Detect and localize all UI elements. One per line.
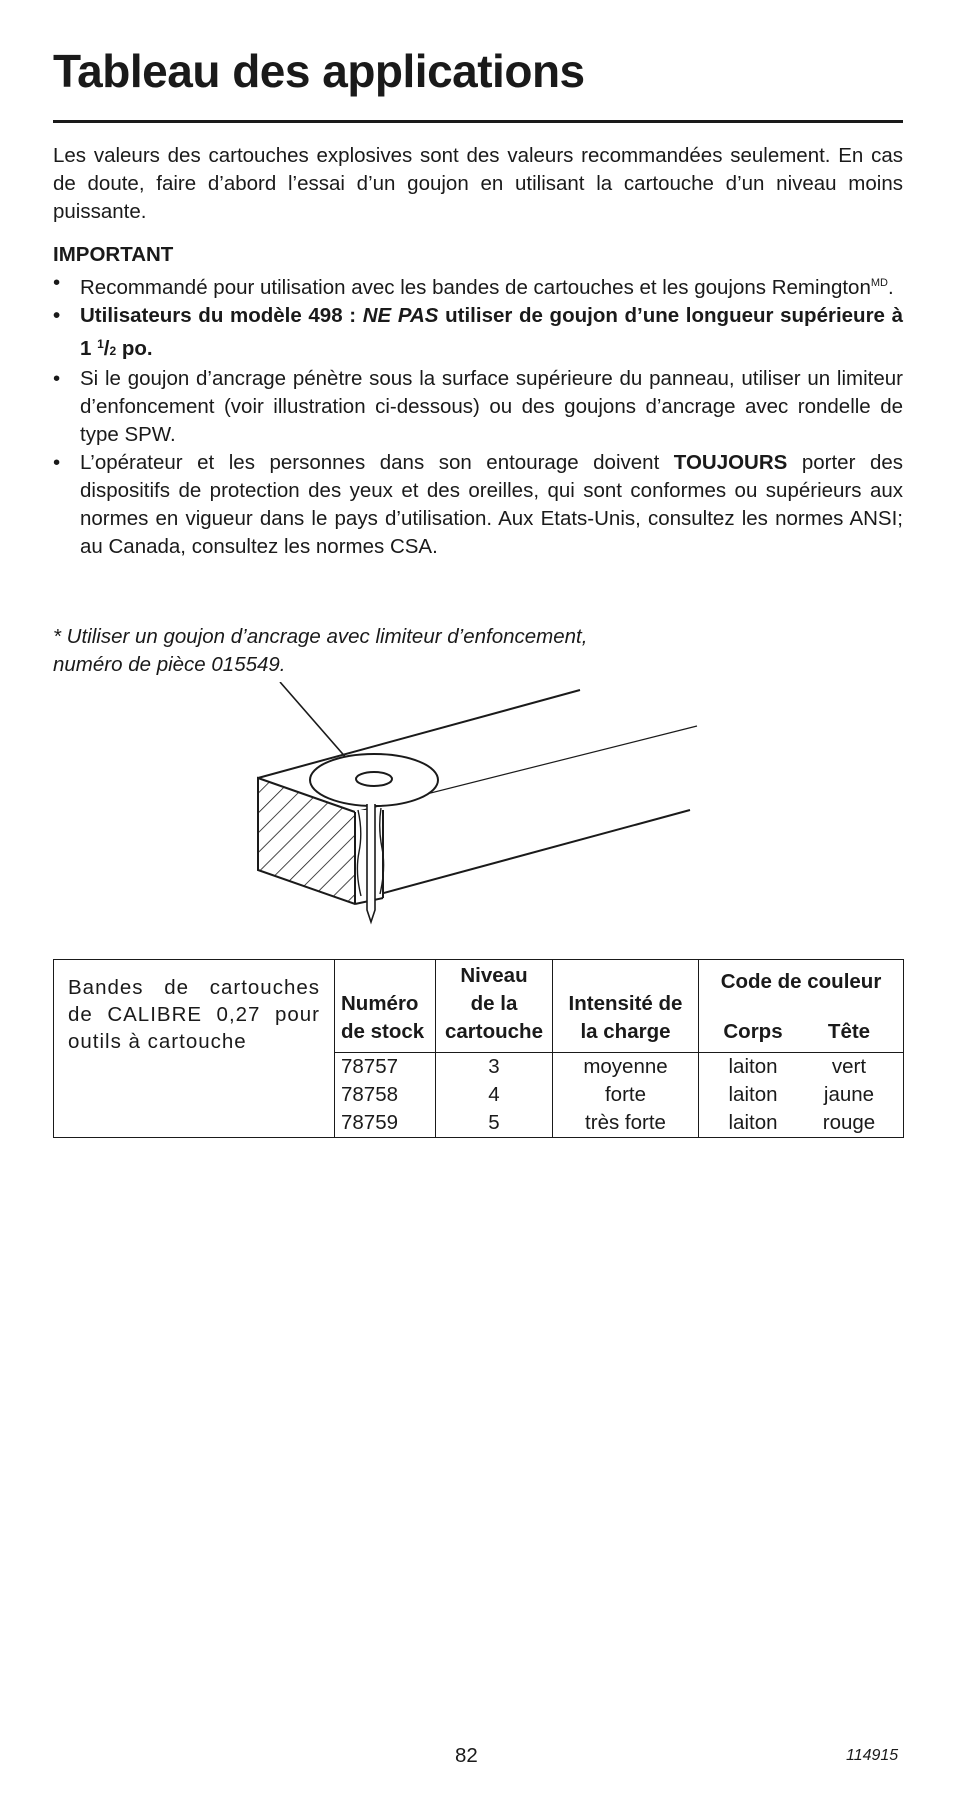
important-heading: IMPORTANT <box>53 243 174 266</box>
header-color-code: Code de couleur <box>699 960 904 1019</box>
bullet-protection-post: porter des dispositifs de protection des yeux et des oreilles, qui sont conformes ou supérieurs aux normes en vigueur dans le pays d’utilisation. Aux Etats-Unis, consultez les normes ANSI; au Canada, consultez les normes CSA. <box>80 450 903 558</box>
header-head: Tête <box>827 1020 871 1043</box>
figure-note: * Utiliser un goujon d’ancrage avec limiteur d’enfoncement, numéro de pièce 015549. <box>53 625 588 676</box>
trademark-mark: MD <box>870 277 888 289</box>
row-3-stock: 78759 <box>341 1111 399 1134</box>
row-1-stock: 78757 <box>341 1055 399 1078</box>
header-charge-l2: la charge <box>580 1020 671 1043</box>
fraction-slash: / <box>103 336 110 360</box>
fraction-numerator: 1 <box>97 336 104 351</box>
column-levels <box>436 1053 553 1138</box>
header-color-sub <box>699 1018 904 1053</box>
header-body: Corps <box>723 1020 783 1043</box>
header-stock-number <box>335 960 436 1053</box>
column-color-codes <box>699 1053 904 1138</box>
header-cartridge-level <box>436 960 553 1053</box>
row-2-level: 4 <box>488 1083 500 1106</box>
row-2-body: laiton <box>728 1083 778 1106</box>
row-3-level: 5 <box>488 1111 500 1134</box>
fraction-denominator: 2 <box>109 343 117 358</box>
bullet-model-498 <box>53 302 903 365</box>
header-charge-intensity <box>553 960 699 1053</box>
row-2-stock: 78758 <box>341 1083 399 1106</box>
bullet-remington <box>53 269 903 302</box>
intro-paragraph: Les valeurs des cartouches explosives sont des valeurs recommandées seulement. En cas de doute, faire d’abord l’essai d’un goujon en utilisant la cartouche d’un niveau moins puissante. <box>53 144 903 223</box>
board-bottom-edge <box>380 810 690 894</box>
row-1-head: vert <box>831 1055 867 1078</box>
header-level-l1: Niveau <box>460 964 528 987</box>
document-number: 114915 <box>846 1747 899 1764</box>
header-level-l3: cartouche <box>445 1020 543 1043</box>
bullet-remington-text: Recommandé pour utilisation avec les bandes de cartouches et les goujons Remington <box>80 275 871 299</box>
bullet-498-pre: Utilisateurs du modèle 498 : <box>80 303 363 327</box>
bullet-remington-end: . <box>887 275 894 299</box>
application-table <box>53 959 904 1138</box>
page-number: 82 <box>455 1744 478 1767</box>
row-2-colors <box>705 1081 897 1109</box>
column-stock-numbers <box>335 1053 436 1138</box>
column-charges <box>553 1053 699 1138</box>
row-2-head: jaune <box>823 1083 875 1106</box>
header-level-l2: de la <box>470 992 518 1015</box>
fastener-illustration <box>250 682 710 940</box>
bullet-protection <box>53 449 903 561</box>
row-1-body: laiton <box>728 1055 778 1078</box>
cartridge-description: Bandes de cartouches de CALIBRE 0,27 pour outils à cartouche <box>54 960 335 1138</box>
fastener-shank <box>367 804 375 922</box>
bullet-protection-bold: TOUJOURS <box>673 450 788 474</box>
row-3-charge: très forte <box>585 1111 666 1134</box>
bullet-protection-pre: L’opérateur et les personnes dans son entourage doivent <box>80 450 674 474</box>
header-stock-l1: Numéro <box>341 992 419 1015</box>
row-3-body: laiton <box>728 1111 778 1134</box>
important-list <box>53 269 903 561</box>
bullet-limiter-text: Si le goujon d’ancrage pénètre sous la surface supérieure du panneau, utiliser un limiteur d’enfoncement (voir illustration ci-dessous) ou des goujons d’ancrage avec rondelle de type SPW. <box>80 366 903 446</box>
row-1-level: 3 <box>488 1055 500 1078</box>
header-stock-l2: de stock <box>341 1020 425 1043</box>
bullet-498-unit: po. <box>116 336 153 360</box>
row-1-charge: moyenne <box>583 1055 668 1078</box>
page-title: Tableau des applications <box>53 45 585 97</box>
header-charge-l1: Intensité de <box>568 992 683 1015</box>
row-1-colors <box>705 1053 897 1081</box>
row-3-colors <box>705 1109 897 1137</box>
title-rule <box>53 120 903 123</box>
bullet-limiter <box>53 365 903 449</box>
row-2-charge: forte <box>604 1083 647 1106</box>
bullet-498-emph: NE PAS <box>362 303 439 327</box>
row-3-head: rouge <box>822 1111 876 1134</box>
washer-hole <box>356 772 392 786</box>
bullet-498-post: utiliser de goujon d’une longueur supérieure à 1 <box>80 303 904 360</box>
